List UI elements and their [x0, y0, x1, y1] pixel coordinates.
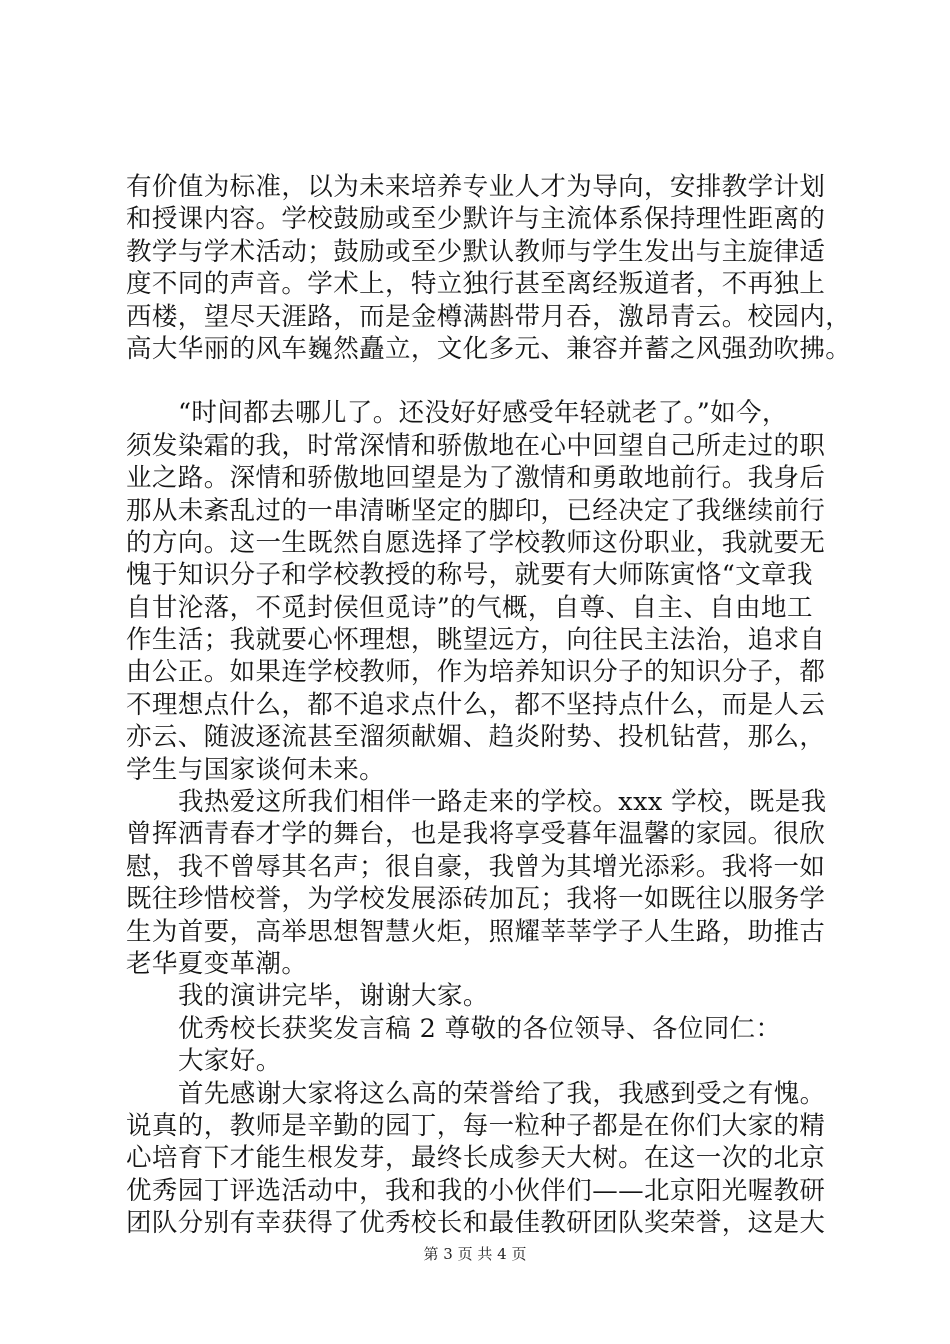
- paragraph: [126, 980, 858, 1012]
- text-line: 的方向。这一生既然自愿选择了学校教师这份职业，我就要无: [126, 527, 826, 558]
- text-line: 教学与学术活动；鼓励或至少默认教师与学生发出与主旋律适: [126, 236, 826, 267]
- text-line: 我的演讲完毕，谢谢大家。: [178, 981, 489, 1012]
- paragraph-spacer: [126, 365, 858, 397]
- text-line: 生为首要，高举思想智慧火炬，照耀莘莘学子人生路，助推古: [126, 916, 826, 947]
- text-line: 大家好。: [178, 1046, 282, 1077]
- text-line: 自甘沦落，不觅封侯但觅诗”的气概，自尊、自主、自由地工: [126, 592, 813, 623]
- text-line: 业之路。深情和骄傲地回望是为了激情和勇敢地前行。我身后: [126, 463, 826, 494]
- paragraph: [126, 171, 858, 365]
- page-number-footer: 第 3 页 共 4 页: [423, 1245, 527, 1263]
- text-line: 度不同的声音。学术上，特立独行甚至离经叛道者，不再独上: [126, 269, 826, 300]
- text-line: 我热爱这所我们相伴一路走来的学校。xxx 学校，既是我: [178, 787, 827, 818]
- text-line: 亦云、随波逐流甚至溜须献媚、趋炎附势、投机钻营，那么，: [126, 722, 826, 753]
- paragraph: [126, 786, 858, 980]
- paragraph: [126, 1045, 858, 1077]
- text-line: 团队分别有幸获得了优秀校长和最佳教研团队奖荣誉，这是大: [126, 1208, 826, 1239]
- text-line: 须发染霜的我，时常深情和骄傲地在心中回望自己所走过的职: [126, 430, 826, 461]
- text-line: 既往珍惜校誉，为学校发展添砖加瓦；我将一如既往以服务学: [126, 884, 826, 915]
- paragraph: [126, 1013, 858, 1045]
- text-line: 学生与国家谈何未来。: [126, 754, 386, 785]
- text-line: 首先感谢大家将这么高的荣誉给了我，我感到受之有愧。: [178, 1078, 826, 1109]
- text-line: 有价值为标准，以为未来培养专业人才为导向，安排教学计划: [126, 172, 826, 202]
- text-line: 西楼，望尽天涯路，而是金樽满斟带月吞，激昂青云。校园内，: [126, 301, 852, 332]
- text-line: 愧于知识分子和学校教授的称号，就要有大师陈寅恪“文章我: [126, 560, 813, 591]
- text-line: 作生活；我就要心怀理想，眺望远方，向往民主法治，追求自: [126, 625, 826, 656]
- paragraph: [126, 397, 858, 786]
- text-line: 由公正。如果连学校教师，作为培养知识分子的知识分子，都: [126, 657, 826, 688]
- text-line: 曾挥洒青春才学的舞台，也是我将享受暮年温馨的家园。很欣: [126, 819, 826, 850]
- text-line: 说真的，教师是辛勤的园丁，每一粒种子都是在你们大家的精: [126, 1110, 826, 1141]
- document-body: [126, 171, 858, 1240]
- text-line: 优秀园丁评选活动中，我和我的小伙伴们——北京阳光喔教研: [126, 1175, 826, 1206]
- paragraph: [126, 1078, 858, 1240]
- text-line: 高大华丽的风车巍然矗立，文化多元、兼容并蓄之风强劲吹拂。: [126, 333, 852, 364]
- text-line: 心培育下才能生根发芽，最终长成参天大树。在这一次的北京: [126, 1143, 826, 1174]
- text-line: 老华夏变革潮。: [126, 948, 308, 979]
- text-line: “时间都去哪儿了。还没好好感受年轻就老了。”如今，: [178, 398, 788, 429]
- text-line: 和授课内容。学校鼓励或至少默许与主流体系保持理性距离的: [126, 204, 826, 235]
- text-line: 不理想点什么，都不追求点什么，都不坚持点什么，而是人云: [126, 689, 826, 720]
- text-line: 优秀校长获奖发言稿 2 尊敬的各位领导、各位同仁：: [178, 1013, 782, 1044]
- text-line: 慰，我不曾辱其名声；很自豪，我曾为其增光添彩。我将一如: [126, 851, 826, 882]
- text-line: 那从未紊乱过的一串清晰坚定的脚印，已经决定了我继续前行: [126, 495, 826, 526]
